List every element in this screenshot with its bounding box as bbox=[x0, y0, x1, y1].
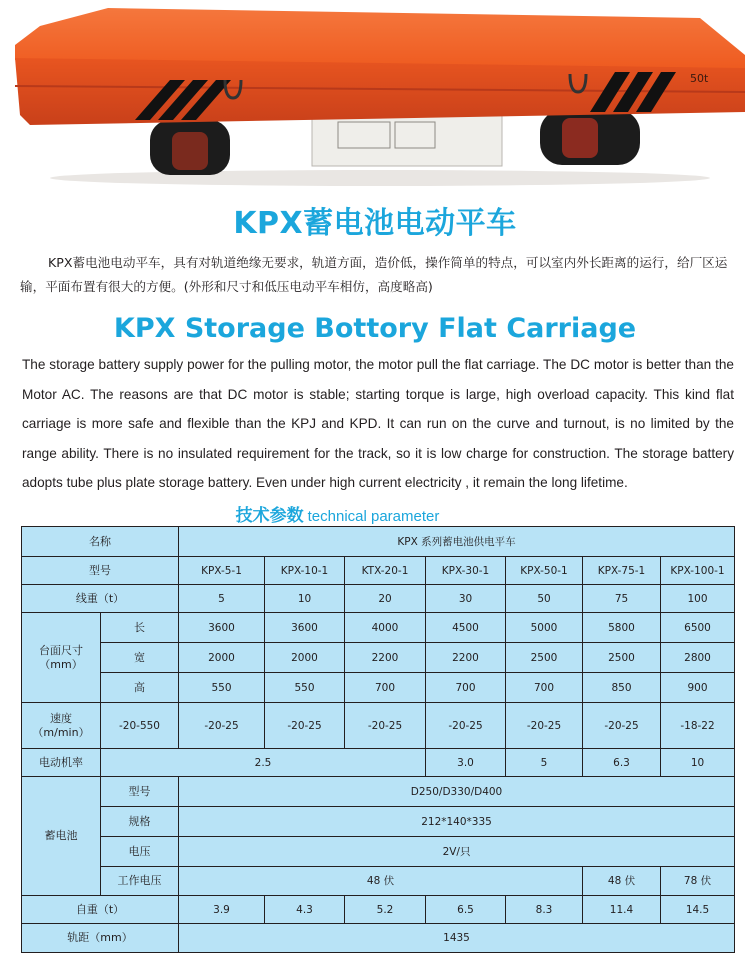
wheel-right bbox=[540, 110, 640, 165]
motor-cell: 10 bbox=[661, 749, 735, 777]
table-row bbox=[22, 613, 735, 643]
load-cell: 20 bbox=[345, 585, 426, 613]
length-label: 长 bbox=[101, 613, 179, 643]
table-row bbox=[22, 527, 735, 557]
speed-cell: -20-25 bbox=[265, 703, 345, 749]
working-voltage-cell: 78 伏 bbox=[661, 867, 735, 896]
working-voltage-cell: 48 伏 bbox=[179, 867, 583, 896]
height-cell: 850 bbox=[583, 673, 661, 703]
height-cell: 700 bbox=[345, 673, 426, 703]
self-weight-cell: 3.9 bbox=[179, 896, 265, 924]
table-row bbox=[22, 807, 735, 837]
battery-model: D250/D330/D400 bbox=[179, 777, 735, 807]
width-cell: 2500 bbox=[583, 643, 661, 673]
speed-cell: -18-22 bbox=[661, 703, 735, 749]
intro-paragraph-en: The storage battery supply power for the pulling motor, the motor pull the flat carriage. The DC motor is better than the Motor AC. The reasons are that DC motor is stable; starting torque is large, high overload capacity. This kind flat carriage is more safe and flexible than the KPJ and KPD. It can run on the curve and turnout, is no limited by the range ability. There is no insulated requirement for the track, so it is low charge for construction. The storage battery adopts tube plus plate storage battery. Even under high current electricity , it remain the long lifetime. bbox=[22, 357, 734, 491]
speed-cell: -20-25 bbox=[506, 703, 583, 749]
load-label: 线重（t） bbox=[22, 585, 179, 613]
load-cell: 75 bbox=[583, 585, 661, 613]
height-label: 高 bbox=[101, 673, 179, 703]
model-cell: KPX-50-1 bbox=[506, 557, 583, 585]
motor-cell: 5 bbox=[506, 749, 583, 777]
length-cell: 3600 bbox=[265, 613, 345, 643]
model-cell: KPX-100-1 bbox=[661, 557, 735, 585]
page-title-cn: KPX蓄电池电动平车 bbox=[233, 206, 517, 241]
length-cell: 5000 bbox=[506, 613, 583, 643]
table-row bbox=[22, 749, 735, 777]
width-cell: 2800 bbox=[661, 643, 735, 673]
motor-cell: 6.3 bbox=[583, 749, 661, 777]
wheel-left bbox=[150, 120, 230, 175]
table-row bbox=[22, 837, 735, 867]
length-cell: 4500 bbox=[426, 613, 506, 643]
length-cell: 4000 bbox=[345, 613, 426, 643]
speed-cell: -20-25 bbox=[179, 703, 265, 749]
height-cell: 550 bbox=[179, 673, 265, 703]
product-photo bbox=[0, 0, 750, 190]
load-cell: 5 bbox=[179, 585, 265, 613]
height-cell: 700 bbox=[426, 673, 506, 703]
height-cell: 550 bbox=[265, 673, 345, 703]
table-row bbox=[22, 585, 735, 613]
parameter-heading bbox=[0, 501, 675, 526]
parameter-heading-cn: 技术参数 bbox=[235, 506, 304, 526]
speed-cell: -20-25 bbox=[426, 703, 506, 749]
load-cell: 50 bbox=[506, 585, 583, 613]
table-row bbox=[22, 643, 735, 673]
self-weight-cell: 5.2 bbox=[345, 896, 426, 924]
battery-voltage: 2V/只 bbox=[179, 837, 735, 867]
table-row bbox=[22, 703, 735, 749]
model-cell: KPX-5-1 bbox=[179, 557, 265, 585]
model-label: 型号 bbox=[22, 557, 179, 585]
page-title-en: KPX Storage Bottory Flat Carriage bbox=[113, 313, 637, 344]
length-cell: 5800 bbox=[583, 613, 661, 643]
table-row bbox=[22, 673, 735, 703]
intro-paragraph-cn: KPX蓄电池电动平车，具有对轨道绝缘无要求，轨道方面，造价低，操作简单的特点，可以室内外长距离的运行，给厂区运输，平面布置有很大的方便。(外形和尺寸和低压电动平车相仿，高度略高) bbox=[20, 255, 728, 294]
speed-cell: -20-550 bbox=[101, 703, 179, 749]
speed-label: 速度 （m/min） bbox=[22, 703, 101, 749]
table-row bbox=[22, 896, 735, 924]
width-cell: 2500 bbox=[506, 643, 583, 673]
self-weight-cell: 8.3 bbox=[506, 896, 583, 924]
motor-label: 电动机率 bbox=[22, 749, 101, 777]
table-size-label: 台面尺寸 （mm） bbox=[22, 613, 101, 703]
self-weight-cell: 4.3 bbox=[265, 896, 345, 924]
parameter-heading-en: technical parameter bbox=[307, 508, 440, 525]
self-weight-cell: 14.5 bbox=[661, 896, 735, 924]
battery-spec-label: 规格 bbox=[101, 807, 179, 837]
load-cell: 30 bbox=[426, 585, 506, 613]
plate-label: 50t bbox=[690, 72, 709, 85]
speed-cell: -20-25 bbox=[583, 703, 661, 749]
working-voltage-label: 工作电压 bbox=[101, 867, 179, 896]
working-voltage-cell: 48 伏 bbox=[583, 867, 661, 896]
model-cell: KPX-10-1 bbox=[265, 557, 345, 585]
load-cell: 10 bbox=[265, 585, 345, 613]
name-label: 名称 bbox=[22, 527, 179, 557]
table-row bbox=[22, 867, 735, 896]
width-cell: 2200 bbox=[426, 643, 506, 673]
battery-label: 蓄电池 bbox=[22, 777, 101, 896]
width-cell: 2200 bbox=[345, 643, 426, 673]
model-cell: KPX-30-1 bbox=[426, 557, 506, 585]
battery-voltage-label: 电压 bbox=[101, 837, 179, 867]
spec-table bbox=[21, 526, 735, 953]
width-cell: 2000 bbox=[179, 643, 265, 673]
table-row bbox=[22, 777, 735, 807]
battery-spec: 212*140*335 bbox=[179, 807, 735, 837]
model-cell: KTX-20-1 bbox=[345, 557, 426, 585]
gauge-value: 1435 bbox=[179, 924, 735, 953]
motor-cell: 2.5 bbox=[101, 749, 426, 777]
battery-model-label: 型号 bbox=[101, 777, 179, 807]
table-row bbox=[22, 924, 735, 953]
height-cell: 900 bbox=[661, 673, 735, 703]
length-cell: 3600 bbox=[179, 613, 265, 643]
width-cell: 2000 bbox=[265, 643, 345, 673]
width-label: 宽 bbox=[101, 643, 179, 673]
self-weight-cell: 6.5 bbox=[426, 896, 506, 924]
load-cell: 100 bbox=[661, 585, 735, 613]
motor-cell: 3.0 bbox=[426, 749, 506, 777]
gauge-label: 轨距（mm） bbox=[22, 924, 179, 953]
self-weight-cell: 11.4 bbox=[583, 896, 661, 924]
length-cell: 6500 bbox=[661, 613, 735, 643]
self-weight-label: 自重（t） bbox=[22, 896, 179, 924]
height-cell: 700 bbox=[506, 673, 583, 703]
speed-cell: -20-25 bbox=[345, 703, 426, 749]
model-cell: KPX-75-1 bbox=[583, 557, 661, 585]
table-row bbox=[22, 557, 735, 585]
series-name: KPX 系列蓄电池供电平车 bbox=[179, 527, 735, 557]
